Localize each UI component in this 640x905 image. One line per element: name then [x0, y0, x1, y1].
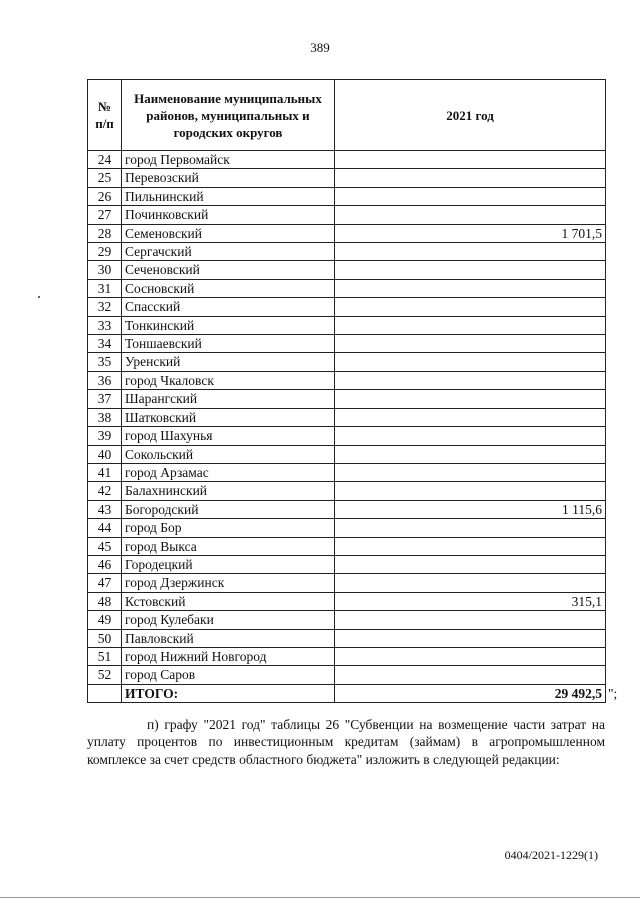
row-number: 47 — [88, 574, 122, 592]
row-value — [335, 647, 606, 665]
table-row — [88, 151, 606, 169]
total-row — [88, 684, 606, 702]
row-number: 28 — [88, 224, 122, 242]
table-header-row — [88, 80, 606, 151]
budget-table — [87, 79, 606, 703]
table-row — [88, 629, 606, 647]
row-number: 49 — [88, 611, 122, 629]
row-name: Семеновский — [122, 224, 335, 242]
row-value — [335, 206, 606, 224]
table-row — [88, 408, 606, 426]
row-name: Тонкинский — [122, 316, 335, 334]
row-value — [335, 335, 606, 353]
row-value — [335, 463, 606, 481]
row-value — [335, 151, 606, 169]
page-number: 389 — [310, 40, 330, 55]
scan-mark — [0, 897, 640, 898]
row-value — [335, 408, 606, 426]
row-name: город Выкса — [122, 537, 335, 555]
closing-quote: "; — [608, 686, 618, 701]
row-number: 48 — [88, 592, 122, 610]
row-number: 31 — [88, 279, 122, 297]
row-number: 52 — [88, 666, 122, 684]
row-number: 43 — [88, 500, 122, 518]
row-value: 315,1 — [335, 592, 606, 610]
table-row — [88, 279, 606, 297]
row-name: Балахнинский — [122, 482, 335, 500]
header-year: 2021 год — [335, 80, 606, 151]
row-name: Уренский — [122, 353, 335, 371]
row-value: 1 115,6 — [335, 500, 606, 518]
row-name: Шатковский — [122, 408, 335, 426]
row-name: Павловский — [122, 629, 335, 647]
row-number: 46 — [88, 555, 122, 573]
row-value — [335, 279, 606, 297]
row-value — [335, 519, 606, 537]
row-value — [335, 555, 606, 573]
header-name: Наименование муниципальных районов, муниципальных и городских округов — [122, 80, 335, 151]
table-row — [88, 206, 606, 224]
table-row — [88, 169, 606, 187]
row-value — [335, 666, 606, 684]
document-code: 0404/2021-1229(1) — [504, 848, 598, 862]
table-row — [88, 243, 606, 261]
row-name: Сокольский — [122, 445, 335, 463]
row-number: 51 — [88, 647, 122, 665]
row-number: 42 — [88, 482, 122, 500]
table-row — [88, 390, 606, 408]
row-number: 41 — [88, 463, 122, 481]
table-row — [88, 335, 606, 353]
table-row — [88, 371, 606, 389]
table-row — [88, 574, 606, 592]
row-name: город Чкаловск — [122, 371, 335, 389]
row-name: Шарангский — [122, 390, 335, 408]
table-row — [88, 519, 606, 537]
scan-mark — [38, 296, 40, 298]
row-name: Починковский — [122, 206, 335, 224]
table-row — [88, 537, 606, 555]
table-row — [88, 592, 606, 610]
row-name: город Саров — [122, 666, 335, 684]
row-number: 39 — [88, 427, 122, 445]
row-name: город Арзамас — [122, 463, 335, 481]
row-number: 29 — [88, 243, 122, 261]
row-value — [335, 261, 606, 279]
row-value — [335, 316, 606, 334]
table-row — [88, 647, 606, 665]
row-value — [335, 629, 606, 647]
row-name: Богородский — [122, 500, 335, 518]
row-value — [335, 482, 606, 500]
table-row — [88, 261, 606, 279]
row-number: 45 — [88, 537, 122, 555]
table-row — [88, 611, 606, 629]
row-number: 50 — [88, 629, 122, 647]
table-row — [88, 500, 606, 518]
header-number: № п/п — [88, 80, 122, 151]
row-name: город Первомайск — [122, 151, 335, 169]
row-name: Сергачский — [122, 243, 335, 261]
row-number: 32 — [88, 298, 122, 316]
row-name: Кстовский — [122, 592, 335, 610]
total-number-cell — [88, 684, 122, 702]
row-name: Тоншаевский — [122, 335, 335, 353]
row-value: 1 701,5 — [335, 224, 606, 242]
amendment-paragraph: п) графу "2021 год" таблицы 26 "Субвенции на возмещение части затрат на уплату процентов по инвестиционным кредитам (займам) в агропромышленном комплексе за счет средств областного бюджета" изложить в следующей редакции: — [87, 717, 605, 767]
table-row — [88, 482, 606, 500]
row-name: Сосновский — [122, 279, 335, 297]
row-number: 36 — [88, 371, 122, 389]
row-number: 44 — [88, 519, 122, 537]
row-value — [335, 611, 606, 629]
row-value — [335, 353, 606, 371]
row-name: город Нижний Новгород — [122, 647, 335, 665]
row-value — [335, 187, 606, 205]
total-value: 29 492,5 — [335, 684, 606, 702]
row-name: город Кулебаки — [122, 611, 335, 629]
row-number: 38 — [88, 408, 122, 426]
row-number: 27 — [88, 206, 122, 224]
table-row — [88, 463, 606, 481]
row-number: 26 — [88, 187, 122, 205]
row-value — [335, 574, 606, 592]
table-row — [88, 298, 606, 316]
row-number: 35 — [88, 353, 122, 371]
table-row — [88, 187, 606, 205]
table-row — [88, 353, 606, 371]
row-number: 34 — [88, 335, 122, 353]
row-name: город Дзержинск — [122, 574, 335, 592]
table-row — [88, 427, 606, 445]
row-name: Спасский — [122, 298, 335, 316]
row-value — [335, 390, 606, 408]
row-value — [335, 298, 606, 316]
row-value — [335, 169, 606, 187]
row-number: 40 — [88, 445, 122, 463]
row-name: город Бор — [122, 519, 335, 537]
row-name: город Шахунья — [122, 427, 335, 445]
row-value — [335, 427, 606, 445]
row-value — [335, 537, 606, 555]
table-row — [88, 555, 606, 573]
row-value — [335, 445, 606, 463]
table-row — [88, 666, 606, 684]
table-row — [88, 316, 606, 334]
table-row — [88, 224, 606, 242]
table-row — [88, 445, 606, 463]
row-name: Городецкий — [122, 555, 335, 573]
row-name: Пильнинский — [122, 187, 335, 205]
row-value — [335, 371, 606, 389]
row-name: Перевозский — [122, 169, 335, 187]
row-number: 37 — [88, 390, 122, 408]
row-number: 33 — [88, 316, 122, 334]
total-label: ИТОГО: — [122, 684, 335, 702]
row-number: 24 — [88, 151, 122, 169]
row-number: 30 — [88, 261, 122, 279]
row-number: 25 — [88, 169, 122, 187]
row-name: Сеченовский — [122, 261, 335, 279]
row-value — [335, 243, 606, 261]
